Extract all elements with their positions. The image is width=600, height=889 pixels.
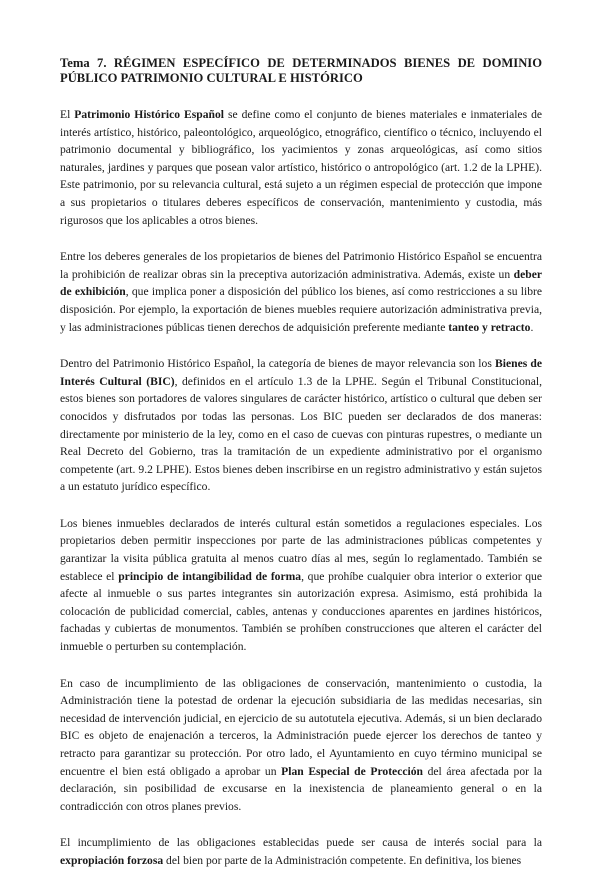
paragraph-3 <box>60 355 542 496</box>
text-run: , definidos en el artículo 1.3 de la LPHE. Según el Tribunal Constitucional, estos bienes son portadores de valores singulares de carácter histórico, artístico o cultural que deben ser conocidos y disfrutados por todas las personas. Los BIC pueden ser declarados de dos maneras: directamente por ministerio de la ley, como en el caso de cuevas con pinturas rupestres, o mediante un Real Decreto del Gobierno, tras la tramitación de un expediente administrativo por el organismo competente (art. 9.2 LPHE). Estos bienes deben inscribirse en un registro administrativo y están sujetos a un estatuto jurídico específico. <box>60 374 542 494</box>
paragraph-1 <box>60 106 542 229</box>
paragraph-2 <box>60 248 542 336</box>
paragraph-6 <box>60 834 542 869</box>
text-run: Entre los deberes generales de los propietarios de bienes del Patrimonio Histórico Español se encuentra la prohibición de realizar obras sin la preceptiva autorización administrativa. Además, existe un <box>60 250 542 281</box>
text-run: El <box>60 108 75 121</box>
paragraph-5 <box>60 675 542 816</box>
text-run: se define como el conjunto de bienes materiales e inmateriales de interés artístico, histórico, paleontológico, arqueológico, etnográfico, científico o técnico, incluyendo el patrimonio documental y bibliográfico, los yacimientos y zonas arqueológicas, así como sitios naturales, jardines y parques que posean valor artístico, histórico o antropológico (art. 1.2 de la LPHE). Este patrimonio, por su relevancia cultural, está sujeto a un régimen especial de protección que impone a sus propietarios o titulares deberes específicos de conservación, mantenimiento y custodia, más rigurosos que los aplicables a otros bienes. <box>60 108 543 227</box>
text-run: El incumplimiento de las obligaciones establecidas puede ser causa de interés social para la <box>60 836 542 850</box>
document-page <box>60 56 542 889</box>
text-run: , que prohíbe cualquier obra interior o exterior que afecte al inmueble o sus partes integrantes sin autorización expresa. Asimismo, está prohibida la colocación de publicidad comercial, cables, antenas y conducciones aparentes en jardines históricos, fachadas y cubiertas de monumentos. También se prohíben construcciones que alteren el carácter del inmueble o perturben su contemplación. <box>60 569 543 654</box>
text-run: Los bienes inmuebles declarados de interés cultural están sometidos a regulaciones especiales. Los propietarios deben permitir inspecciones por parte de las administraciones públicas competentes y garantizar la visita pública gratuita al menos cuatro días al mes, según lo reglamentado. También se establece el <box>60 516 542 583</box>
bold-term-patrimonio: Patrimonio Histórico Español <box>74 108 224 121</box>
bold-term-intangibilidad: principio de intangibilidad de forma <box>118 569 302 583</box>
text-run: Dentro del Patrimonio Histórico Español, la categoría de bienes de mayor relevancia son los <box>60 357 496 371</box>
text-run: del bien por parte de la Administración competente. En definitiva, los bienes <box>163 853 522 867</box>
bold-term-expropiacion: expropiación forzosa <box>60 853 164 867</box>
text-run: . <box>530 320 534 334</box>
document-title: Tema 7. RÉGIMEN ESPECÍFICO DE DETERMINADOS BIENES DE DOMINIO PÚBLICO PATRIMONIO CULTURAL E HISTÓRICO <box>60 56 542 85</box>
paragraph-4 <box>60 515 542 656</box>
bold-term-tanteo: tanteo y retracto <box>448 320 531 334</box>
bold-term-exhibicion: deber de exhibición <box>60 267 542 299</box>
bold-term-plan-especial: Plan Especial de Protección <box>281 764 423 778</box>
text-run: En caso de incumplimiento de las obligaciones de conservación, mantenimiento o custodia, la Administración tiene la potestad de ordenar la ejecución subsidiaria de las medidas necesarias, sin necesidad de intervención judicial, en ejercicio de su autotutela ejecutiva. Además, si un bien declarado BIC es objeto de enajenación a terceros, la Administración puede ejercer los derechos de tanteo y retracto para garantizar su protección. Por otro lado, el Ayuntamiento en cuyo término municipal se encuentre el bien está obligado a aprobar un <box>60 676 542 778</box>
text-run: del área afectada por la declaración, sin posibilidad de excusarse en la inexistencia de planeamiento general o en la contradicción con otros planes previos. <box>60 764 542 813</box>
text-run: , que implica poner a disposición del público los bienes, así como restricciones a su libre disposición. Por ejemplo, la exportación de bienes muebles requiere autorización administrativa previa, y las administraciones públicas tienen derechos de adquisición preferente mediante <box>60 285 543 334</box>
bold-term-bic: Bienes de Interés Cultural (BIC) <box>60 357 542 388</box>
